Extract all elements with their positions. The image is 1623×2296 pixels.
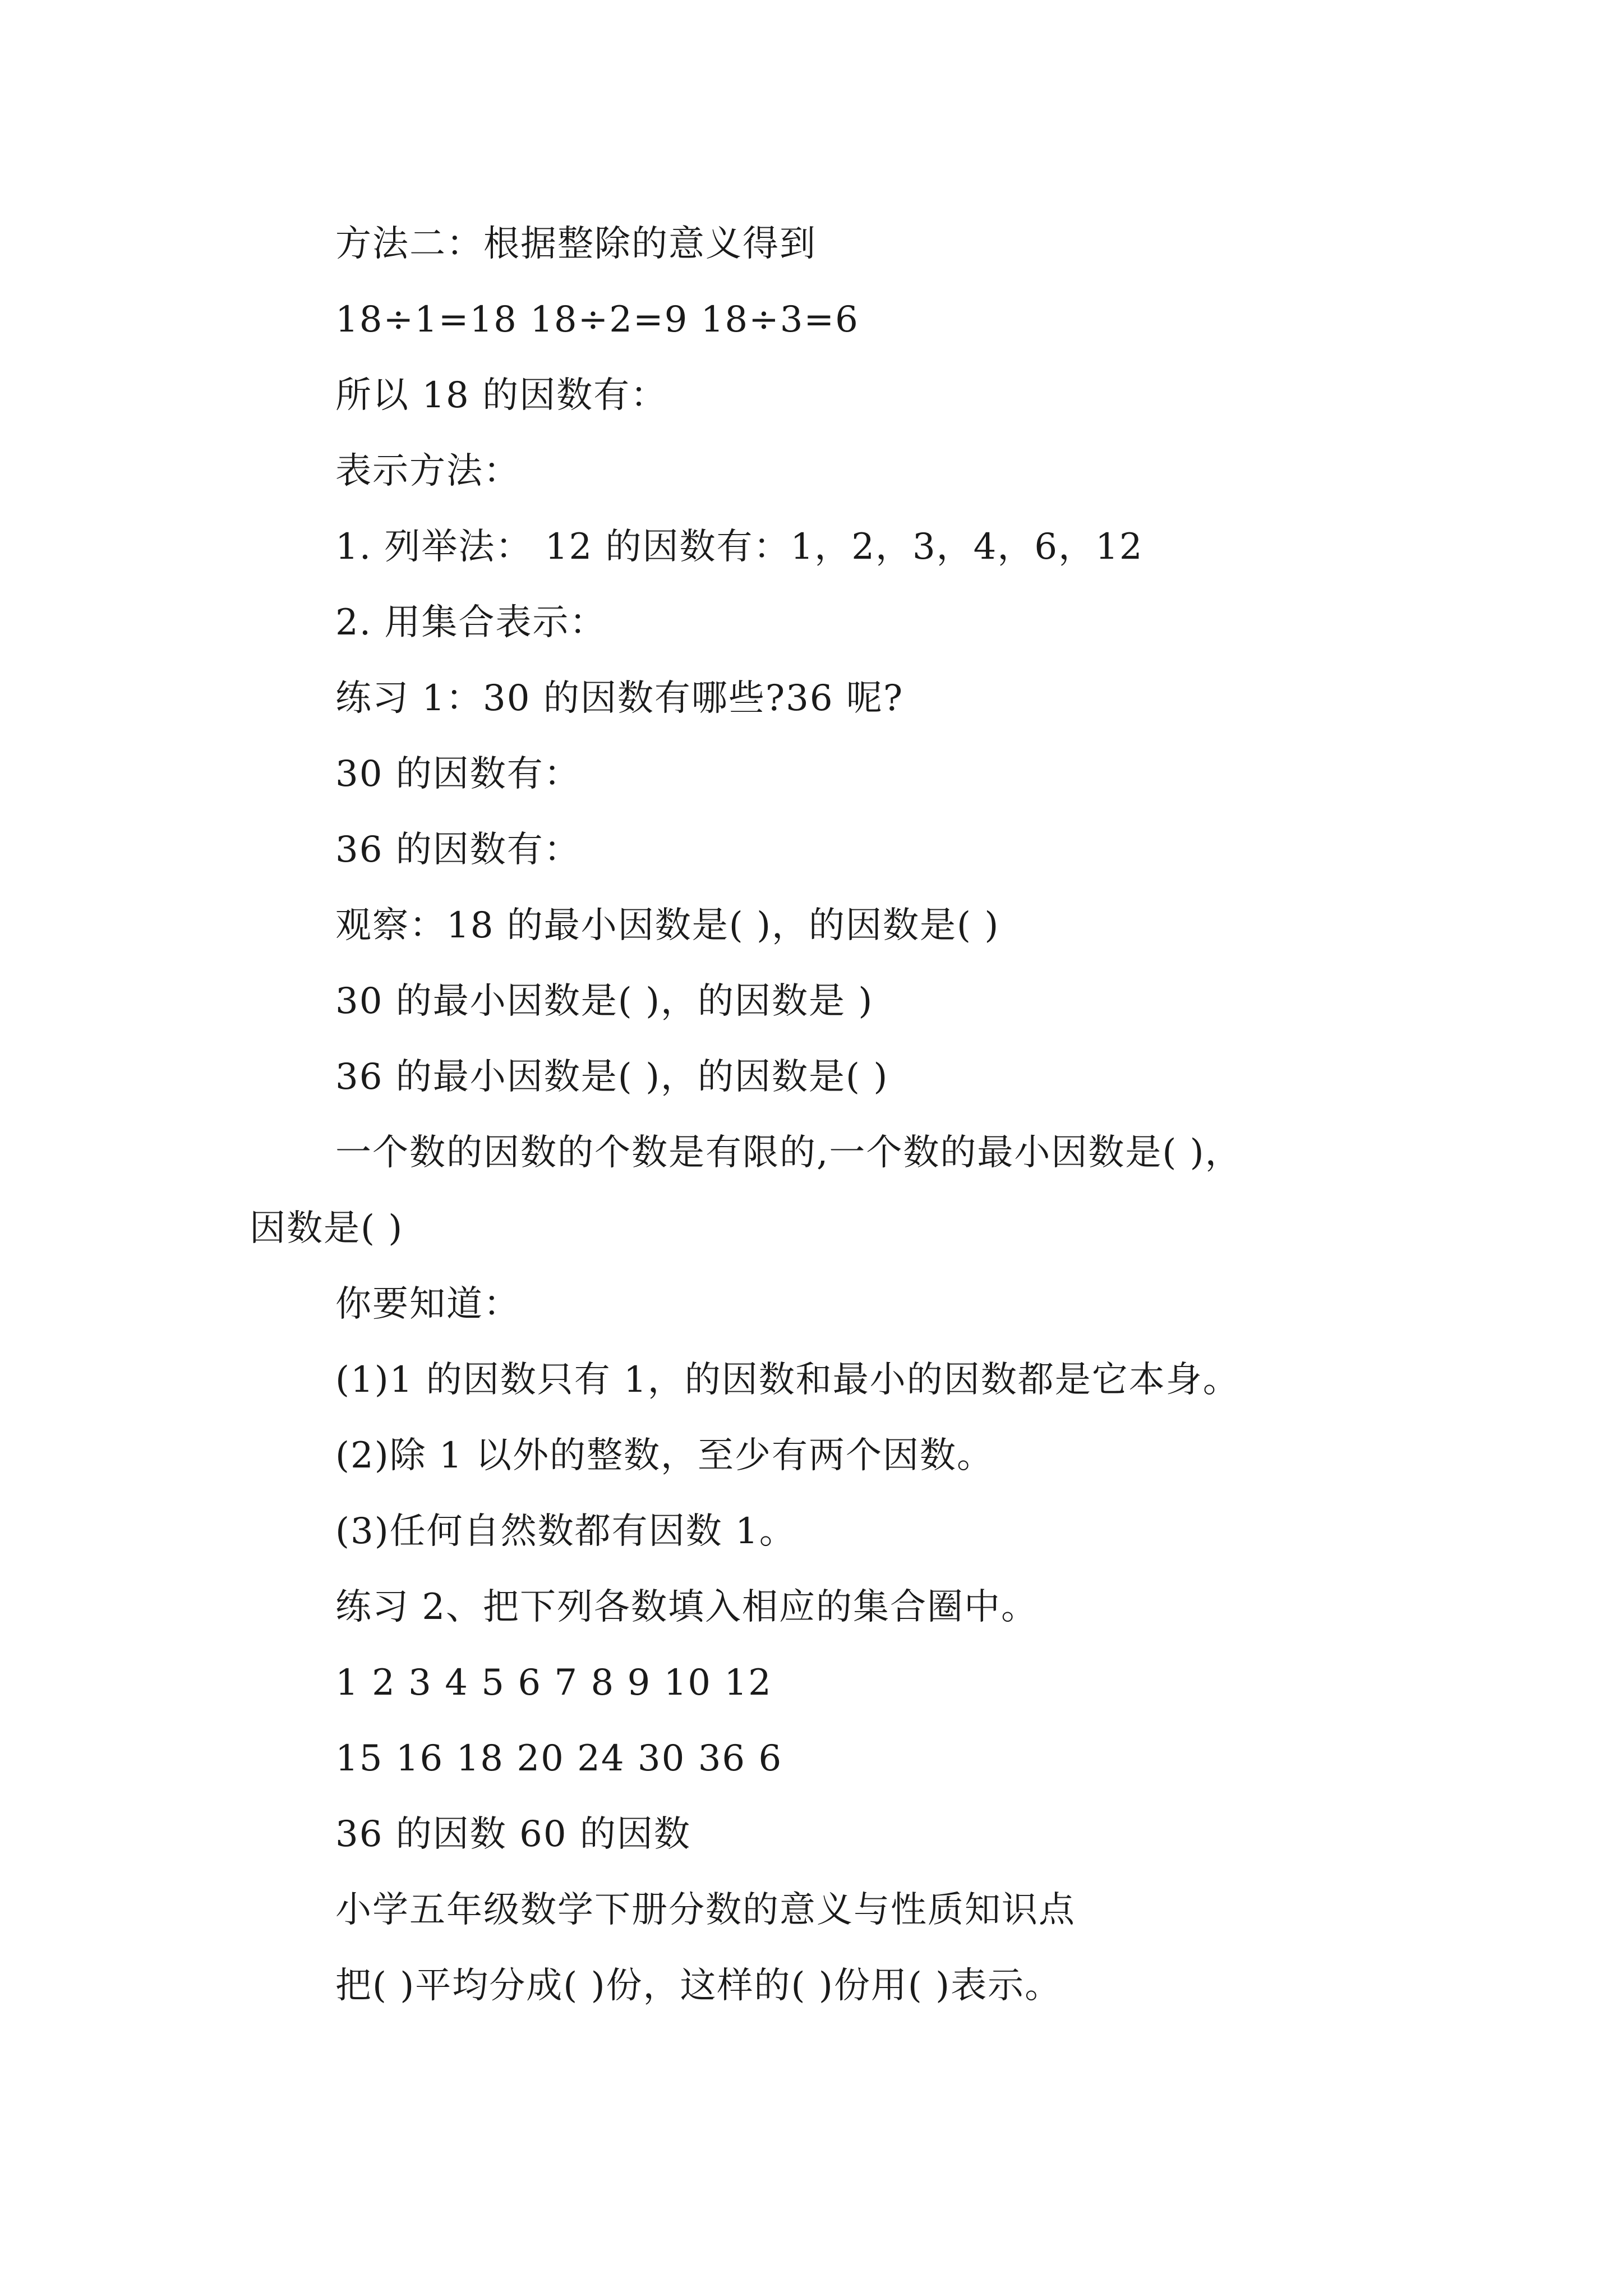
text-line-factor-count-rule: 一个数的因数的个数是有限的,一个数的最小因数是( )，	[335, 1132, 1242, 1174]
text-line-division-equations: 18÷1=18 18÷2=9 18÷3=6	[335, 299, 859, 341]
text-line-number-list-two: 15 16 18 20 24 30 36 6	[335, 1738, 783, 1779]
text-line-exercise-one: 练习 1：30 的因数有哪些?36 呢?	[335, 678, 904, 719]
text-line-factors-of-18: 所以 18 的因数有：	[335, 375, 668, 416]
text-line-observe-30: 30 的最小因数是( )，的因数是 )	[335, 981, 874, 1022]
text-line-number-list-one: 1 2 3 4 5 6 7 8 9 10 12	[335, 1662, 772, 1704]
text-line-listing-method: 1. 列举法： 12 的因数有：1，2，3，4，6，12	[335, 526, 1144, 568]
text-line-representation: 表示方法：	[335, 450, 520, 492]
text-line-set-method: 2. 用集合表示：	[335, 602, 607, 643]
text-line-note-two: (2)除 1 以外的整数，至少有两个因数。	[335, 1435, 994, 1476]
text-line-set-labels: 36 的因数 60 的因数	[335, 1814, 691, 1855]
text-line-note-three: (3)任何自然数都有因数 1。	[335, 1511, 796, 1552]
text-line-note-one: (1)1 的因数只有 1，的因数和最小的因数都是它本身。	[335, 1359, 1240, 1401]
text-line-you-should-know: 你要知道：	[335, 1283, 520, 1325]
text-line-factor-rule-continued: 因数是( )	[250, 1208, 404, 1249]
text-line-factors-of-30: 30 的因数有：	[335, 753, 581, 795]
text-line-factors-of-36: 36 的因数有：	[335, 829, 581, 871]
text-line-section-heading: 小学五年级数学下册分数的意义与性质知识点	[335, 1889, 1076, 1931]
text-line-observe-36: 36 的最小因数是( )，的因数是( )	[335, 1056, 889, 1098]
text-line-fraction-definition: 把( )平均分成( )份，这样的( )份用( )表示。	[335, 1965, 1062, 2007]
text-line-exercise-two: 练习 2、把下列各数填入相应的集合圈中。	[335, 1586, 1039, 1628]
text-line-method-two: 方法二：根据整除的意义得到	[335, 223, 817, 265]
text-line-observe-18: 观察：18 的最小因数是( )，的因数是( )	[335, 905, 1000, 946]
